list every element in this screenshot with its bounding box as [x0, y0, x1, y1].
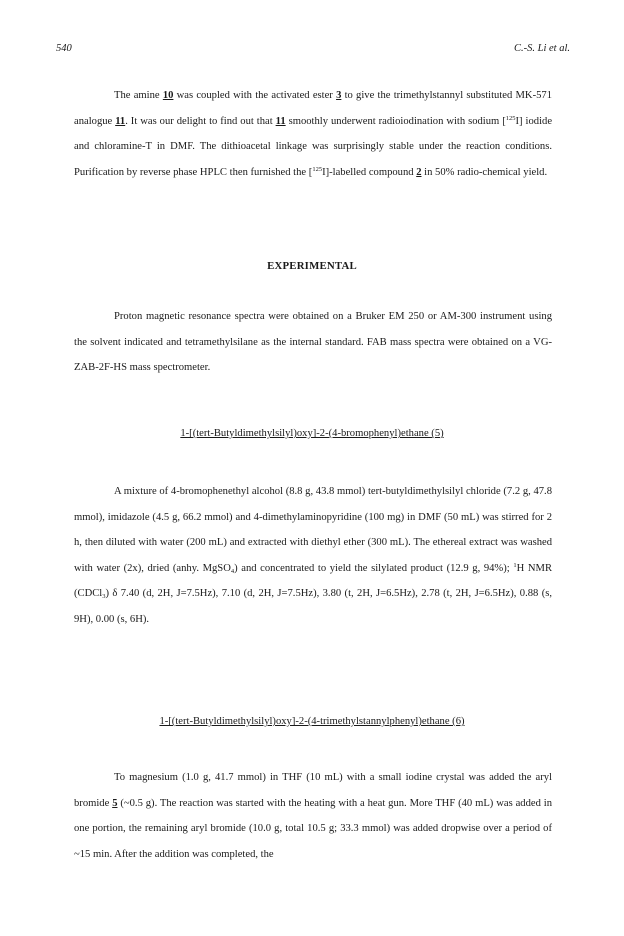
page-number: 540: [56, 43, 72, 54]
compound-ref: 3: [336, 90, 342, 101]
compound-ref: 11: [275, 115, 286, 127]
experimental-paragraph: Proton magnetic resonance spectra were obtained on a Bruker EM 250 or AM-300 instrument using the solvent indicated and tetramethylsilane as the internal standard. FAB mass spectra were obtained on a VG-ZAB-2F-HS mass spectrometer.: [74, 311, 552, 373]
compound-6-title: 1-[(tert-Butyldimethylsilyl)oxy]-2-(4-trimethylstannylphenyl)ethane (6): [159, 716, 465, 727]
compound-ref: 11: [115, 115, 126, 127]
intro-paragraph: The amine 10 was coupled with the activated ester 3 to give the trimethylstannyl substituted MK-571 analogue 11. It was our delight to find out that 11 smoothly underwent radioiodination with sodium [$^{125}$I] iodide and chloramine-T in DMF. The dithioacetal linkage was surprisingly stable under the reaction conditions. Purification by reverse phase HPLC then furnished the [$^{125}$I]-labelled compound 2 in 50% radio-chemical yield.: [74, 90, 553, 178]
compound-ref: 2: [416, 166, 422, 178]
isotope-superscript: 125: [312, 165, 323, 173]
compound-ref: 10: [162, 90, 174, 101]
compound-ref: 5: [112, 797, 118, 809]
running-header: C.-S. Li et al.: [513, 43, 570, 54]
section-heading: EXPERIMENTAL: [267, 260, 357, 272]
compound-5-title: 1-[(tert-Butyldimethylsilyl)oxy]-2-(4-bromophenyl)ethane (5): [180, 428, 444, 439]
isotope-superscript: 125: [505, 114, 516, 122]
compound-5-paragraph: A mixture of 4-bromophenethyl alcohol (8.8 g, 43.8 mmol) tert-butyldimethylsilyl chloride (7.2 g, 47.8 mmol), imidazole (4.5 g, 66.2 mmol) and 4-dimethylaminopyridine (100 mg) in DMF (50 mL) was stirred for 2 h, then diluted with water (200 mL) and extracted with diethyl ether (300 mL). The ethereal extract was washed with water (2x), dried (anhy. MgSO$_4$) and concentrated to yield the silylated product (12.9 g, 94%); $^1$H NMR (CDCl$_3$) δ 7.40 (d, 2H, J=7.5Hz), 7.10 (d, 2H, J=7.5Hz), 3.80 (t, 2H, J=6.5Hz), 2.78 (t, 2H, J=6.5Hz), 0.88 (s, 9H), 0.00 (s, 6H).: [74, 486, 553, 625]
compound-6-paragraph: To magnesium (1.0 g, 41.7 mmol) in THF (10 mL) with a small iodine crystal was added the aryl bromide 5 (~0.5 g). The reaction was started with the heating with a heat gun. More THF (40 mL) was added in one portion, the remaining aryl bromide (10.0 g, total 10.5 g; 33.3 mmol) was added dropwise over a period of ~15 min. After the addition was completed, the: [74, 772, 552, 860]
